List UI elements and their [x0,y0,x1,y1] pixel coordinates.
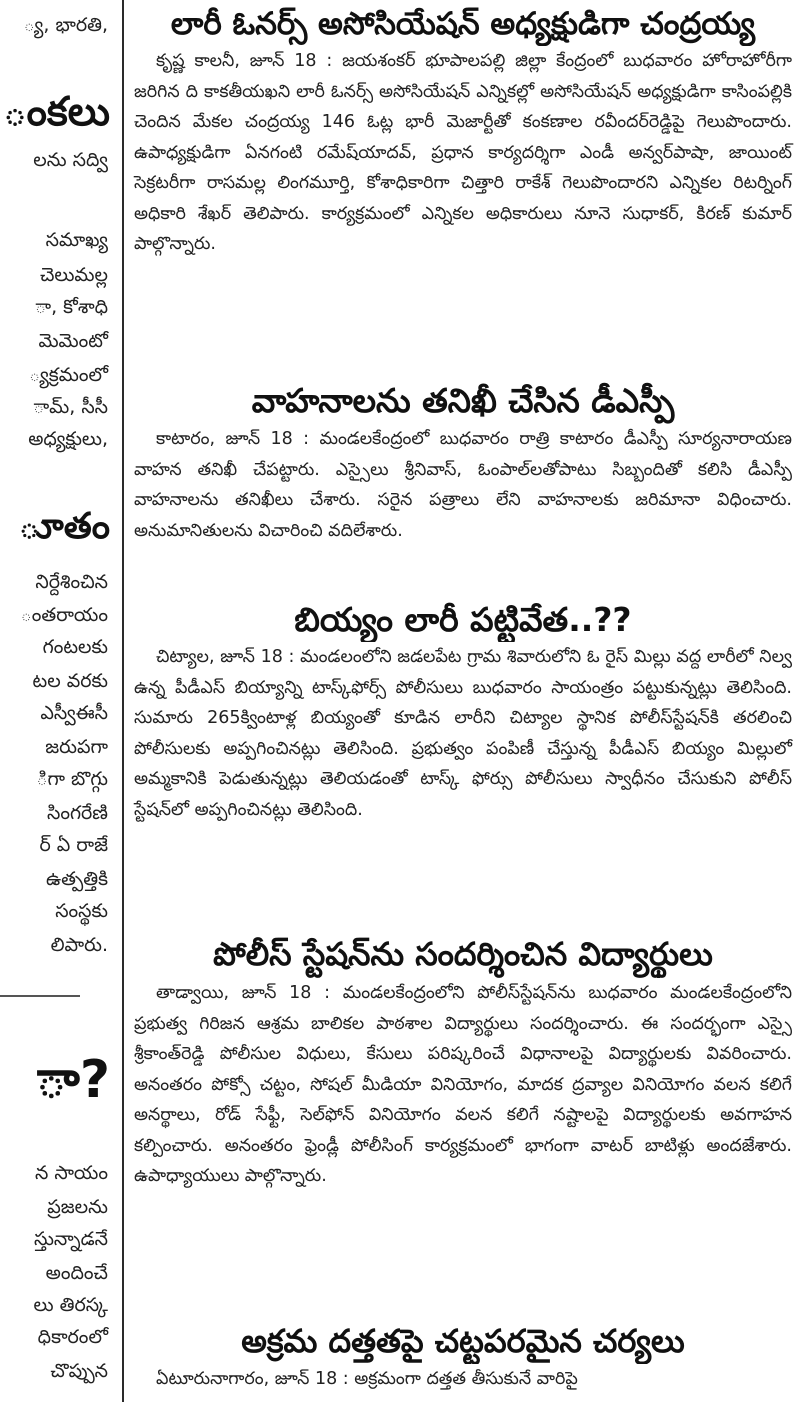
body-rice-lorry-seized: చిట్యాల, జూన్ 18 : మండలంలోని జడలపేట గ్రామ శివారులోని ఓ రైస్ మిల్లు వద్ద లారీలో నిల్వ ఉన్న పీడీఎస్ బియ్యాన్ని టాస్క్‌ఫోర్స్ పోలీసులు బుధవారం సాయంత్రం పట్టుకున్నట్లు తెలిసింది. సుమారు 265క్వింటాళ్ల బియ్యంతో కూడిన లారీని చిట్యాల స్థానిక పోలీస్‌స్టేషన్‌కి తరలించి పోలీసులకు అప్పగించినట్లు తెలిసింది. ప్రభుత్వం పంపిణీ చేస్తున్న పీడీఎస్ బియ్యం మిల్లులో అమ్మకానికి పెడుతున్నట్లు తెలియడంతో టాస్క్ ఫోర్సు పోలీసులు స్వాధీనం చేసుకుని పోలీస్ స్టేషన్‌లో అప్పగించినట్లు తెలిసింది. [134,647,792,820]
left-fragment-line: ామ్, సీసీ [33,396,108,418]
left-fragment-line: ప్రజలను [47,1196,108,1218]
body-lorry-owners: కృష్ణ కాలనీ, జూన్ 18 : జయశంకర్ భూపాలపల్లి జిల్లా కేంద్రంలో బుధవారం హోరాహోరీగా జరిగిన ది కాకతీయఖని లారీ ఓనర్స్ అసోసియేషన్ ఎన్నికల్లో అసోసియేషన్ అధ్యక్షుడిగా కాసింపల్లికి చెందిన మేకల చంద్రయ్య 146 ఓట్ల భారీ మెజార్టీతో కంకణాల రవీందర్‌రెడ్డిపై గెలుపొందారు. ఉపాధ్యక్షుడిగా ఏనగంటి రమేష్‌యాదవ్, ప్రధాన కార్యదర్శిగా ఎండీ అన్వర్‌పాషా, జాయింట్ సెక్రటరీగా రాసమల్ల లింగమూర్తి, కోశాధికారిగా చిత్తారి రాకేశ్ గెలుపొందారని ఎన్నికల రిటర్నింగ్ అధికారి శేఖర్ తెలిపారు. కార్యక్రమంలో ఎన్నికల అధికారులు నూనె సుధాకర్, కిరణ్ కుమార్ పాల్గొన్నారు. [134,51,792,254]
left-fragment-line: చెలుమల్ల [39,264,108,286]
left-fragment-line: నిర్దేశించిన [35,571,108,593]
left-fragment-heading: ా? [36,1050,110,1110]
left-fragment-line: మెమెంటో [38,330,108,352]
body-illegal-adoption: ఏటూరునాగారం, జూన్ 18 : అక్రమంగా దత్తత తీసుకునే వారిపై [156,1369,578,1389]
left-fragment-line: అధ్యక్షులు, [28,428,108,450]
headline-rice-lorry-seized: బియ్యం లారీ పట్టివేత..?? [294,600,632,639]
left-fragment-line: న సాయం [34,1162,108,1184]
left-fragment-line: ిగా బొగ్గు [36,768,108,790]
left-fragment-line: అందించే [45,1262,108,1284]
left-fragment-line: ర్ ఏ రాజే [39,834,108,856]
article-dsp-vehicle-check [132,378,794,546]
left-fragment-line: ా, కోశాధి [35,296,108,318]
left-column-fragments [0,0,112,1402]
left-fragment-line: లిపారు. [50,934,108,956]
headline-students-police-station: పోలీస్ స్టేషన్‌ను సందర్శించిన విద్యార్థులు [213,935,713,973]
left-fragment-line: లను సద్వి [33,149,108,171]
left-fragment-heading: ంకలు [3,89,110,135]
left-fragment-heading: ూతం [18,506,110,547]
left-column-divider [0,995,80,997]
column-divider [122,0,124,1402]
left-fragment-line: టల వరకు [32,670,108,692]
left-fragment-line: చొప్పున [50,1360,108,1382]
left-fragment-line: సంస్థకు [55,900,108,922]
left-fragment-line: ఎస్వీఈసీ [40,702,108,724]
body-dsp-vehicle-check: కాటారం, జూన్ 18 : మండలకేంద్రంలో బుధవారం రాత్రి కాటారం డీఎస్పీ సూర్యనారాయణ వాహన తనిఖీ చేపట్టారు. ఎస్సైలు శ్రీనివాస్, ఓంపాల్‌లతోపాటు సిబ్బందితో కలిసి డీఎస్పీ వాహనాలను తనిఖీలు చేశారు. సరైన పత్రాలు లేని వాహనాలకు జరిమానా విధించారు. అనుమానితులను విచారించి వదిలేశారు. [134,429,792,541]
headline-illegal-adoption: అక్రమ దత్తతపై చట్టపరమైన చర్యలు [241,1322,685,1360]
left-fragment-line: ంతరాయం [20,604,108,626]
left-fragment-line: ఉత్పత్తికి [45,868,108,890]
left-fragment-line: లు తిరస్క [33,1294,108,1316]
body-students-police-station: తాడ్వాయి, జూన్ 18 : మండలకేంద్రంలోని పోలీస్‌స్టేషన్‌ను బుధవారం మండలకేంద్రంలోని ప్రభుత్వ గిరిజన ఆశ్రమ బాలికల పాఠశాల విద్యార్థులు సందర్శించారు. ఈ సందర్భంగా ఎస్సై శ్రీకాంత్‌రెడ్డి పోలీసుల విధులు, కేసులు పరిష్కరించే విధానాలపై విద్యార్థులకు వివరించారు. అనంతరం పోక్సో చట్టం, సోషల్ మీడియా వినియోగం, మాదక ద్రవ్యాల వినియోగం వలన కలిగే అనర్థాలు, రోడ్ సేఫ్టీ, సెల్‌ఫోన్ వినియోగం వలన కలిగే నష్టాలపై విద్యార్థులకు అవగాహన కల్పించారు. అనంతరం ఫ్రెండ్లీ పోలీసింగ్ కార్యక్రమంలో భాగంగా వాటర్ బాటిళ్లు అందజేశారు. ఉపాధ్యాయులు పాల్గొన్నారు. [134,983,792,1186]
left-fragment-line: ్యక్రమంలో [29,364,108,386]
main-news-column [132,0,794,1402]
left-fragment-line: ధికారంలో [37,1326,108,1348]
left-fragment-line: గంటలకు [42,636,108,658]
left-fragment-line: ్య, భారతి, [23,14,108,36]
left-fragment-line: సమాఖ్య [45,229,108,251]
article-rice-lorry-seized [132,598,794,825]
headline-lorry-owners: లారీ ఓనర్స్ అసోసియేషన్ అధ్యక్షుడిగా చంద్రయ్య [170,6,756,42]
article-illegal-adoption [132,1318,794,1395]
article-students-police-station [132,930,794,1192]
headline-dsp-vehicle-check: వాహనాలను తనిఖీ చేసిన డీఎస్పీ [251,381,675,420]
left-fragment-line: స్తున్నాడనే [33,1228,108,1250]
left-fragment-line: సింగరేణి [46,802,108,824]
left-fragment-line: జరుపగా [45,736,108,758]
article-lorry-owners [132,2,794,260]
